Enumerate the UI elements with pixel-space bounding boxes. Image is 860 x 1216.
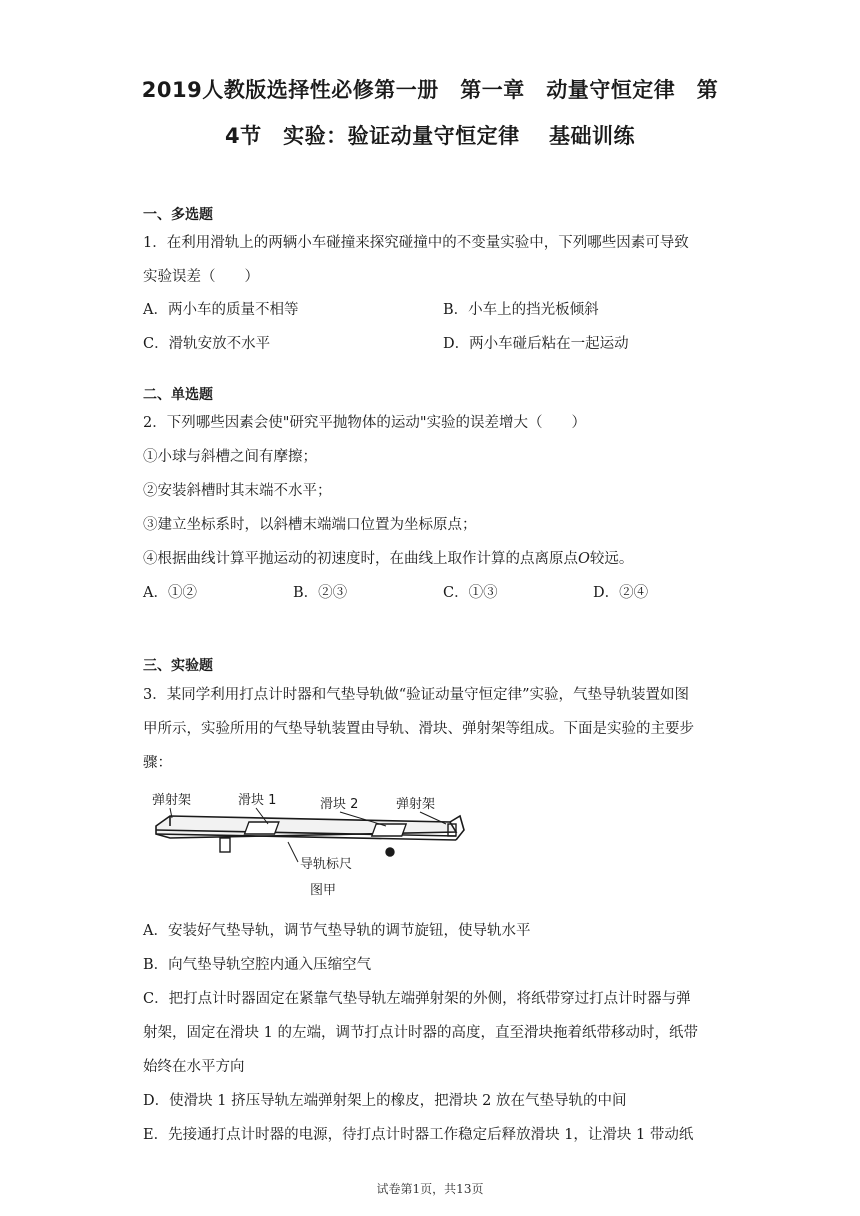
q2-item-4 bbox=[143, 547, 633, 568]
q2-option-a: A．①② bbox=[143, 585, 197, 601]
section-heading-multi-choice: 一、多选题 bbox=[143, 207, 213, 223]
label-track-ruler: 导轨标尺 bbox=[300, 857, 353, 872]
q2-item-1: ①小球与斜槽之间有摩擦； bbox=[143, 449, 317, 465]
air-track-rail bbox=[156, 816, 464, 840]
q3-step-c-line3: 始终在水平方向 bbox=[143, 1059, 245, 1075]
page-footer: 试卷第1页，共13页 bbox=[376, 1182, 484, 1196]
q1-option-d: D．两小车碰后粘在一起运动 bbox=[443, 336, 629, 352]
q3-step-d: D．使滑块 1 挤压导轨左端弹射架上的橡皮，把滑块 2 放在气垫导轨的中间 bbox=[143, 1093, 627, 1109]
q1-option-c: C．滑轨安放不水平 bbox=[143, 336, 271, 352]
slider-1-block bbox=[245, 822, 279, 834]
label-right-launcher: 弹射架 bbox=[396, 797, 436, 812]
q3-step-a: A．安装好气垫导轨，调节气垫导轨的调节旋钮，使导轨水平 bbox=[143, 923, 531, 939]
section-heading-experiment: 三、实验题 bbox=[143, 658, 213, 674]
doc-title-line1: 2019人教版选择性必修第一册 第一章 动量守恒定律 第 bbox=[141, 78, 719, 102]
q3-step-e: E．先接通打点计时器的电源，待打点计时器工作稳定后释放滑块 1，让滑块 1 带动纸 bbox=[143, 1127, 694, 1143]
q2-item-4-pre: ④根据曲线计算平抛运动的初速度时，在曲线上取作计算的点离原点 bbox=[143, 551, 578, 567]
q2-item-2: ②安装斜槽时其末端不水平； bbox=[143, 483, 332, 499]
slider-2-block bbox=[372, 824, 406, 836]
label-slider-2: 滑块 2 bbox=[320, 797, 359, 812]
q3-step-c-line2: 射架，固定在滑块 1 的左端，调节打点计时器的高度，直至滑块拖着纸带移动时，纸带 bbox=[143, 1025, 698, 1041]
q3-step-c-line1: C．把打点计时器固定在紧靠气垫导轨左端弹射架的外侧，将纸带穿过打点计时器与弹 bbox=[143, 991, 691, 1007]
q2-item-4-post: 较远。 bbox=[589, 551, 634, 567]
section-heading-single-choice: 二、单选题 bbox=[143, 387, 213, 403]
q1-option-a: A．两小车的质量不相等 bbox=[143, 302, 299, 318]
q1-stem-line2: 实验误差（ ） bbox=[143, 269, 259, 285]
q2-stem: 2．下列哪些因素会使"研究平抛物体的运动"实验的误差增大（ ） bbox=[143, 415, 587, 431]
air-track-diagram bbox=[150, 786, 470, 906]
q2-option-b: B．②③ bbox=[293, 585, 348, 601]
air-track-figure bbox=[150, 786, 470, 906]
q3-step-b: B．向气垫导轨空腔内通入压缩空气 bbox=[143, 957, 372, 973]
q2-option-c: C．①③ bbox=[443, 585, 498, 601]
q3-stem-line1: 3．某同学利用打点计时器和气垫导轨做“验证动量守恒定律”实验，气垫导轨装置如图 bbox=[143, 687, 690, 703]
q3-stem-line2: 甲所示，实验所用的气垫导轨装置由导轨、滑块、弹射架等组成。下面是实验的主要步 bbox=[143, 721, 694, 737]
q1-option-b: B．小车上的挡光板倾斜 bbox=[443, 302, 599, 318]
figure-caption: 图甲 bbox=[310, 883, 337, 898]
q2-item-4-var: O bbox=[578, 551, 590, 567]
q2-item-3: ③建立坐标系时，以斜槽末端端口位置为坐标原点； bbox=[143, 517, 477, 533]
q2-option-d: D．②④ bbox=[593, 585, 649, 601]
doc-title-line2: 4节 实验：验证动量守恒定律 基础训练 bbox=[225, 124, 635, 148]
q1-stem-line1: 1．在利用滑轨上的两辆小车碰撞来探究碰撞中的不变量实验中，下列哪些因素可导致 bbox=[143, 235, 689, 251]
label-slider-1: 滑块 1 bbox=[238, 793, 277, 808]
q3-stem-line3: 骤： bbox=[143, 755, 172, 771]
label-left-launcher: 弹射架 bbox=[152, 793, 192, 808]
